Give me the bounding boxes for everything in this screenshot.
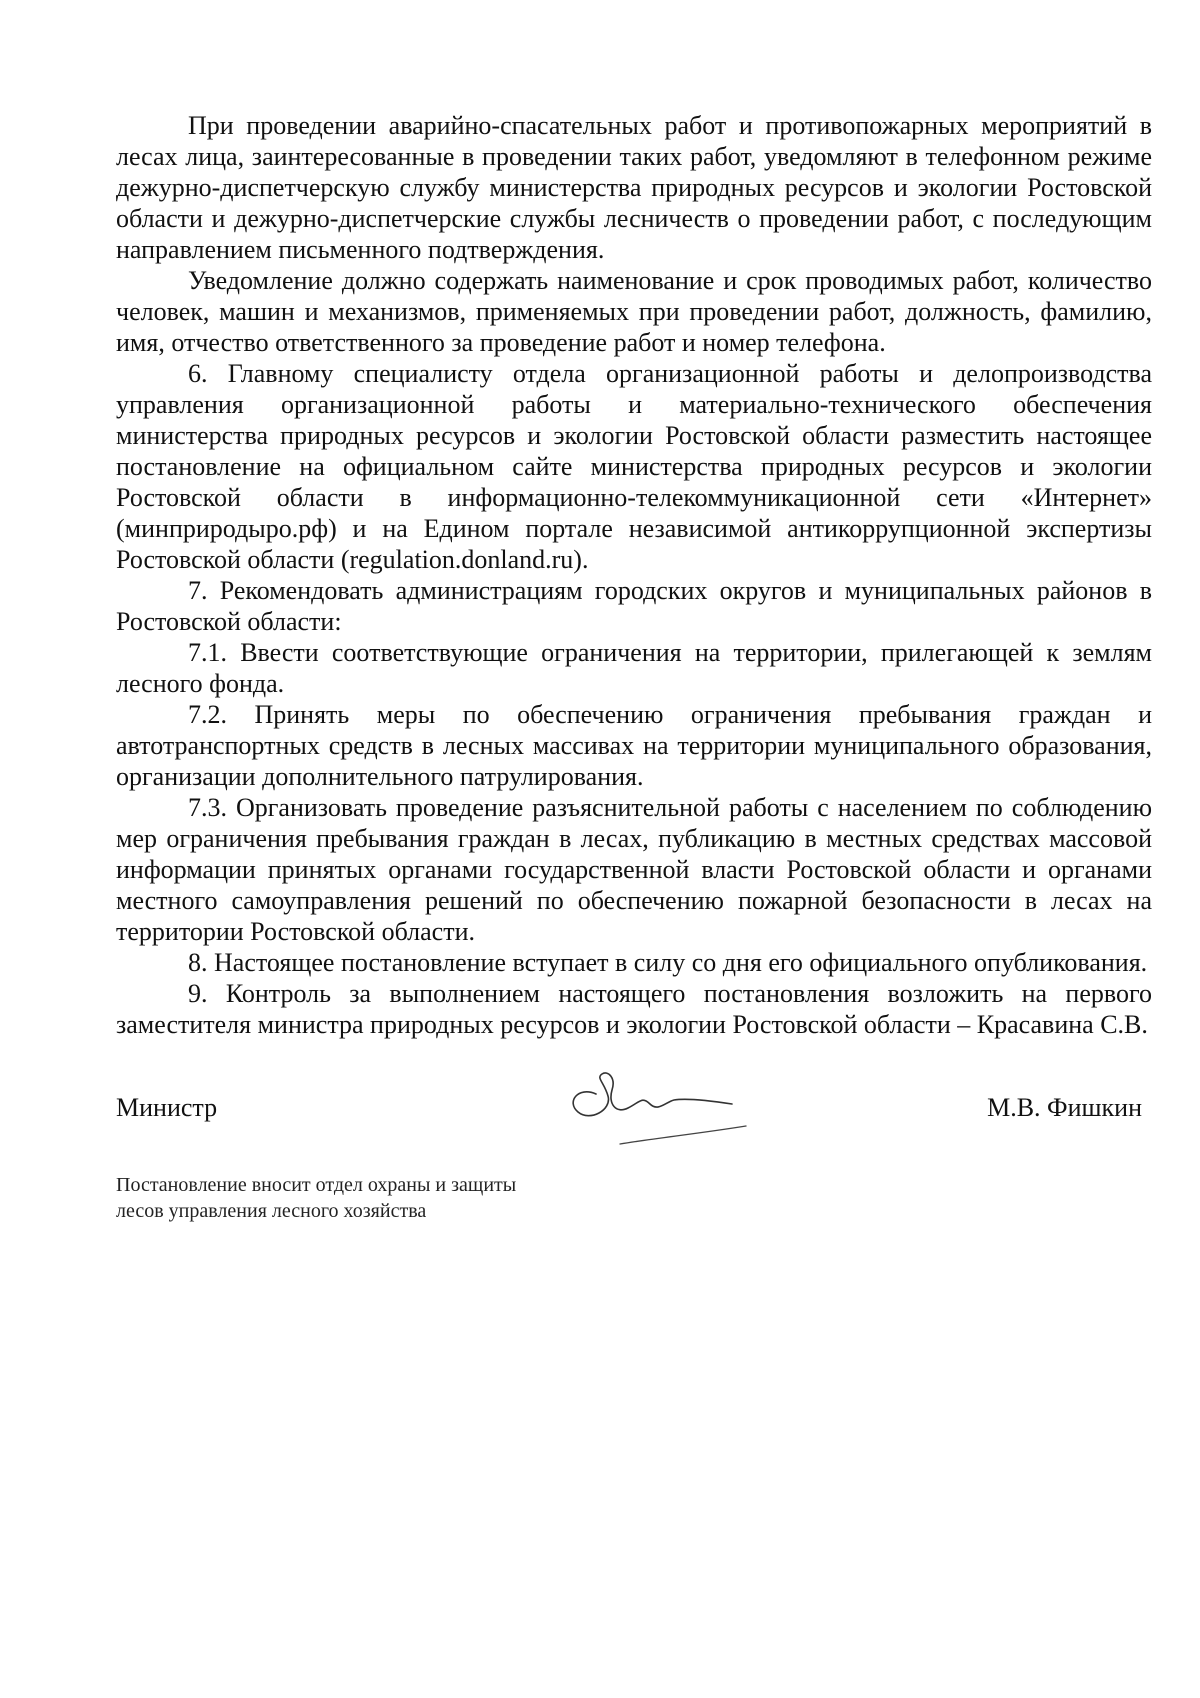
signature-block bbox=[116, 1092, 1152, 1212]
paragraph-item-7: 7. Рекомендовать администрациям городских округов и муниципальных районов в Ростовской области: bbox=[116, 576, 1152, 636]
paragraph-item-7-2: 7.2. Принять меры по обеспечению ограничения пребывания граждан и автотранспортных средств в лесных массивах на территории муниципального образования, организации дополнительного патрулирования. bbox=[116, 700, 1152, 791]
paragraph-item-6: 6. Главному специалисту отдела организационной работы и делопроизводства управления организационной работы и материально-технического обеспечения министерства природных ресурсов и экологии Ростовской области разместить настоящее постановление на официальном сайте министерства природных ресурсов и экологии Ростовской области в информационно-телекоммуникационной сети «Интернет» (минприродыро.рф) и на Едином портале независимой антикоррупционной экспертизы Ростовской области (regulation.donland.ru). bbox=[116, 359, 1152, 574]
footer-note-line-1: Постановление вносит отдел охраны и защиты bbox=[116, 1174, 517, 1196]
handwritten-signature-icon bbox=[556, 1056, 776, 1166]
footer-note-line-2: лесов управления лесного хозяйства bbox=[116, 1200, 427, 1222]
paragraph-item-7-1: 7.1. Ввести соответствующие ограничения на территории, прилегающей к землям лесного фонда. bbox=[116, 638, 1152, 698]
paragraph-item-7-3: 7.3. Организовать проведение разъяснительной работы с населением по соблюдению мер ограничения пребывания граждан в лесах, публикацию в местных средствах массовой информации принятых органами государственной власти Ростовской области и органами местного самоуправления решений по обеспечению пожарной безопасности в лесах на территории Ростовской области. bbox=[116, 793, 1152, 946]
paragraph-item-8: 8. Настоящее постановление вступает в силу со дня его официального опубликования. bbox=[188, 948, 1148, 977]
paragraph-notification-procedure: При проведении аварийно-спасательных работ и противопожарных мероприятий в лесах лица, заинтересованные в проведении таких работ, уведомляют в телефонном режиме дежурно-диспетчерскую службу министерства природных ресурсов и экологии Ростовской области и дежурно-диспетчерские службы лесничеств о проведении работ, с последующим направлением письменного подтверждения. bbox=[116, 111, 1152, 264]
paragraph-notification-content: Уведомление должно содержать наименование и срок проводимых работ, количество человек, машин и механизмов, применяемых при проведении работ, должность, фамилию, имя, отчество ответственного за проведение работ и номер телефона. bbox=[116, 266, 1152, 357]
paragraph-item-9: 9. Контроль за выполнением настоящего постановления возложить на первого заместителя министра природных ресурсов и экологии Ростовской области – Красавина С.В. bbox=[116, 979, 1152, 1039]
document-page bbox=[116, 110, 1152, 1224]
signatory-name: М.В. Фишкин bbox=[987, 1093, 1142, 1122]
signatory-title: Министр bbox=[116, 1093, 218, 1122]
